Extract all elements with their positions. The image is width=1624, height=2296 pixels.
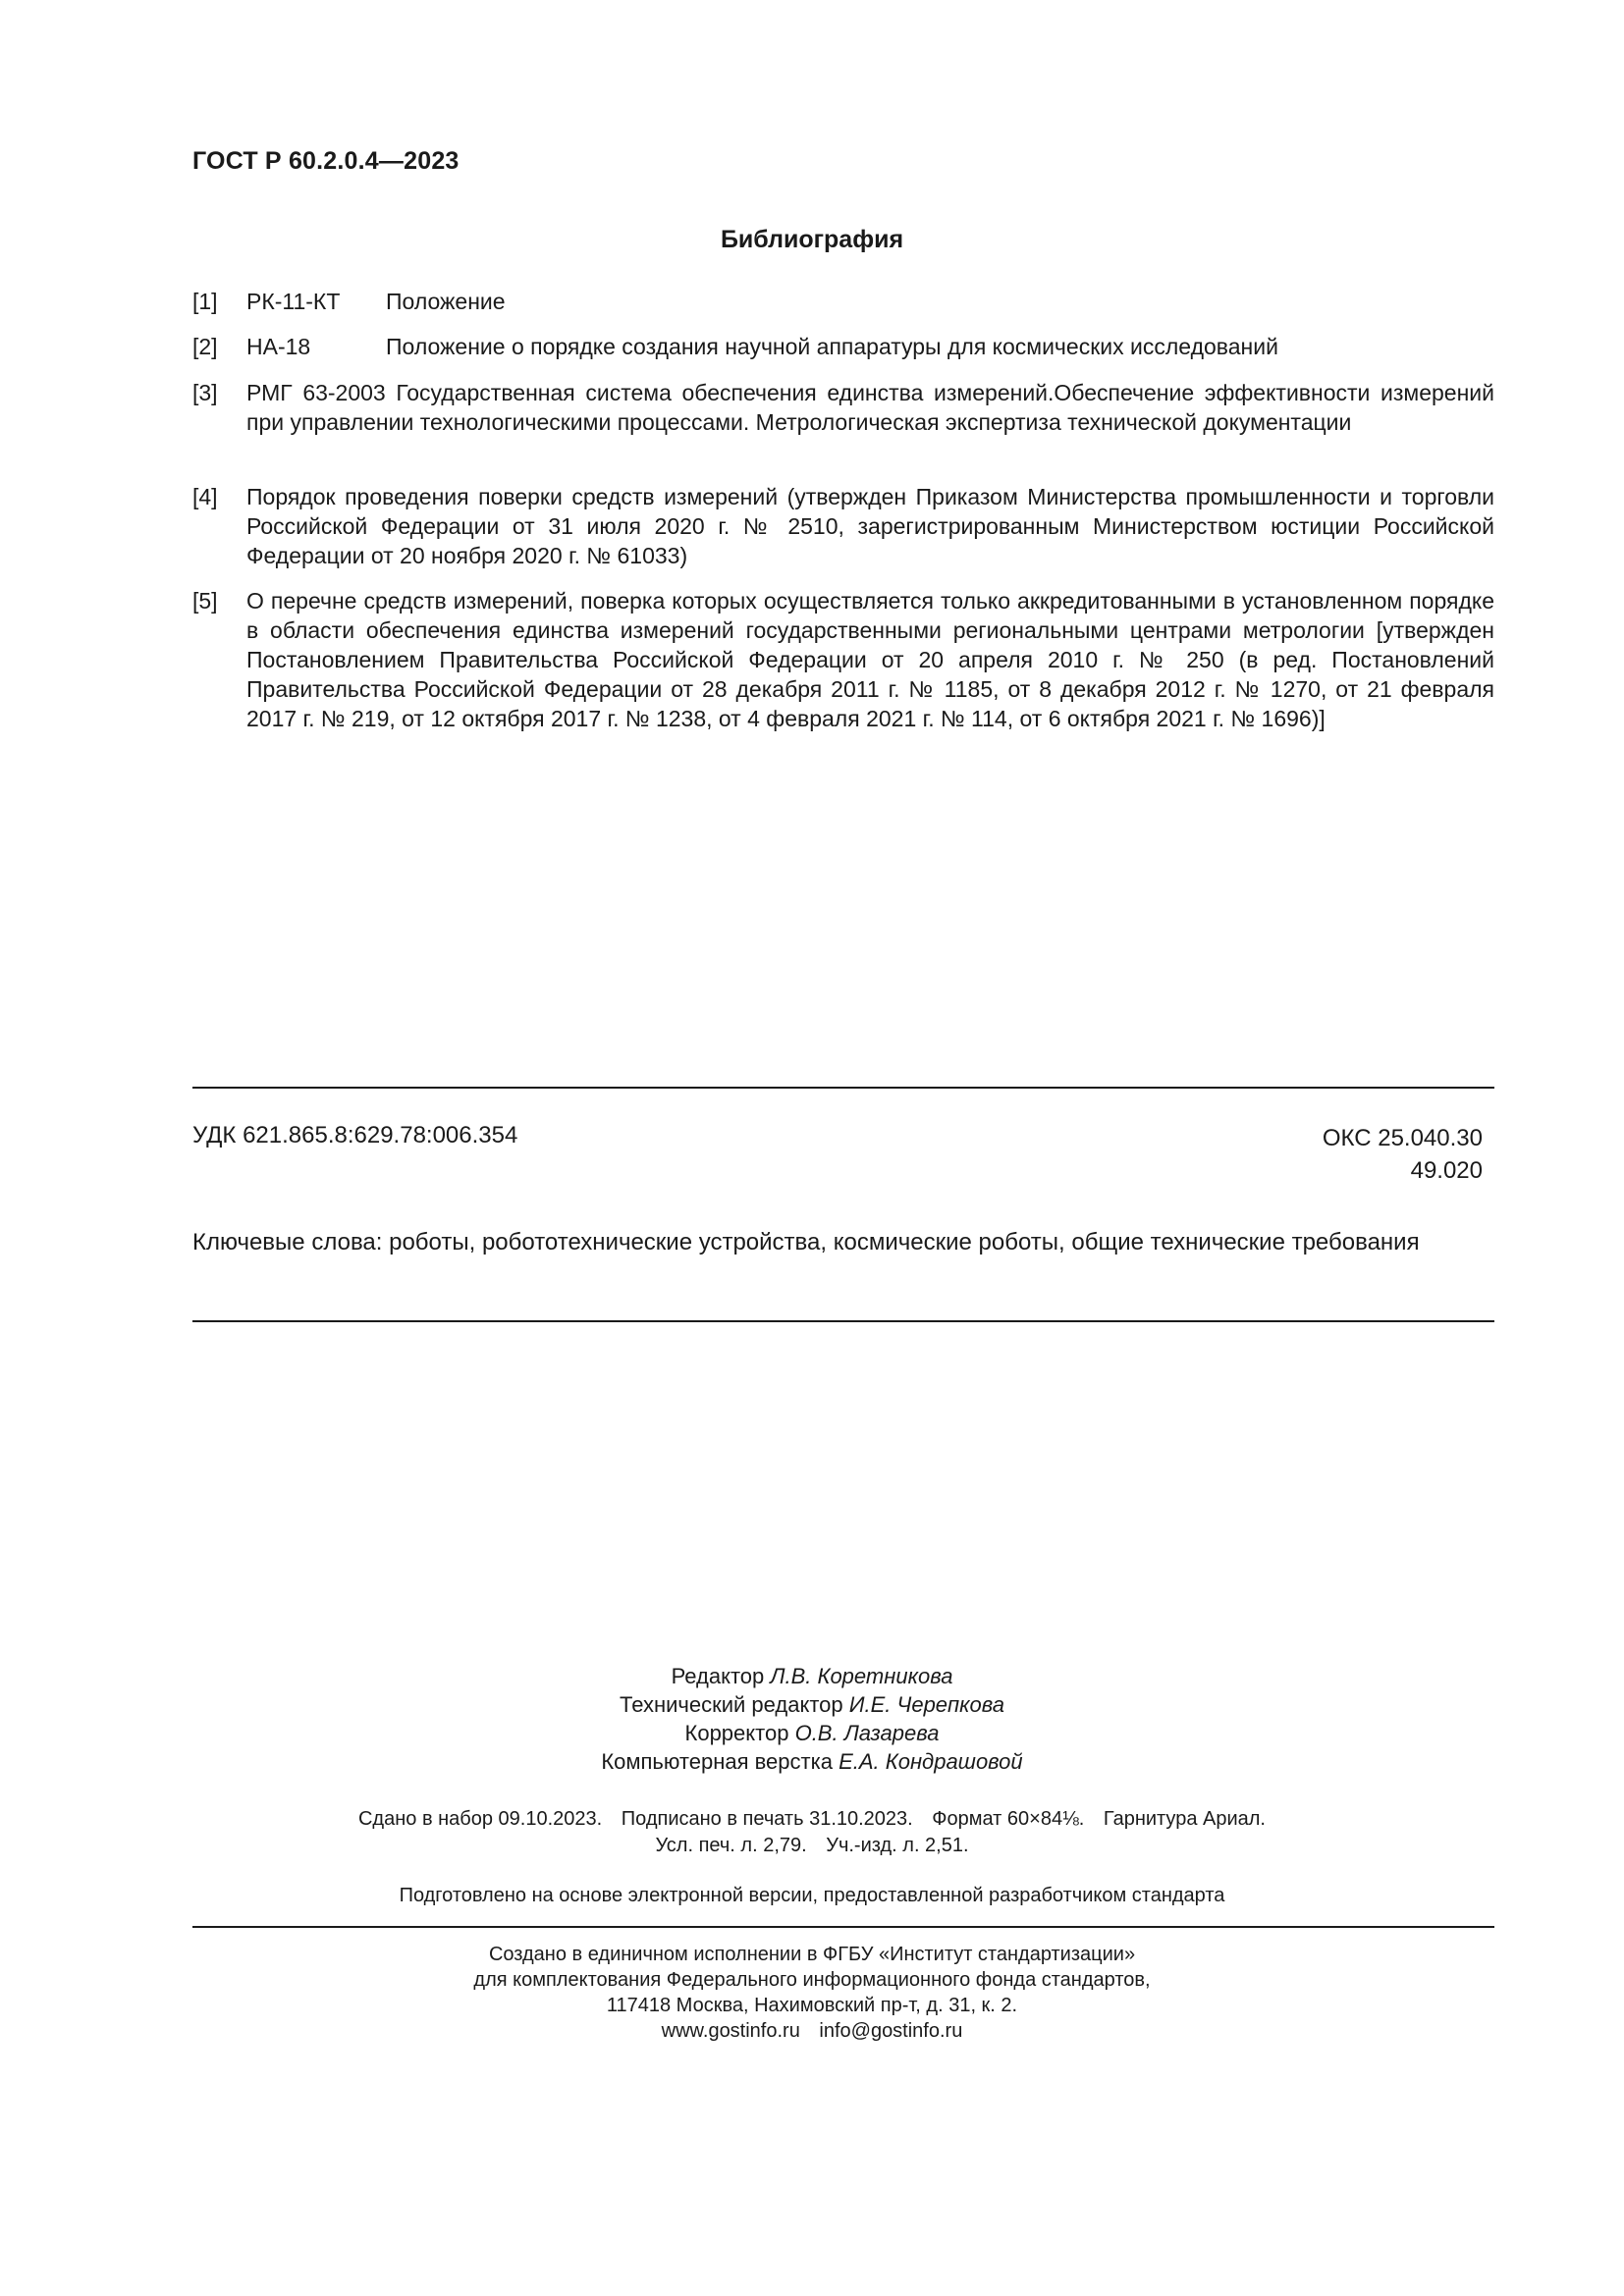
editorial-credits	[0, 1662, 1624, 1776]
bibliography-item	[192, 332, 1494, 361]
credit-tech-editor-label: Технический редактор	[620, 1692, 843, 1717]
bibliography-item-text: Порядок проведения поверки средств измерений (утвержден Приказом Министерства промышленности и торговли Российской Федерации от 31 июля 2020 г. № 2510, зарегистрированным Министерством юстиции Российской Федерации от 20 ноября 2020 г. № 61033)	[246, 484, 1494, 568]
bibliography-item	[192, 378, 1494, 437]
bibliography-title: Библиография	[720, 226, 904, 253]
bibliography-item-text: Положение	[386, 289, 506, 314]
credit-layout-label: Компьютерная верстка	[601, 1749, 833, 1774]
credit-tech-editor	[0, 1690, 1624, 1719]
credit-editor-label: Редактор	[671, 1664, 765, 1688]
divider-bottom	[192, 1926, 1494, 1928]
bibliography-item-number: [3]	[192, 380, 218, 405]
oks-codes	[1323, 1122, 1483, 1187]
bibliography-item	[192, 482, 1494, 570]
publisher-info	[0, 1942, 1624, 2044]
keywords: Ключевые слова: роботы, робототехнические устройства, космические роботы, общие технические требования	[192, 1229, 1420, 1255]
publisher-line2: для комплектования Федерального информационного фонда стандартов,	[473, 1969, 1151, 1991]
bibliography-item-number: [1]	[192, 289, 218, 314]
divider-top	[192, 1087, 1494, 1089]
credit-layout	[0, 1747, 1624, 1776]
credit-corrector	[0, 1719, 1624, 1747]
publisher-address: 117418 Москва, Нахимовский пр-т, д. 31, к. 2.	[606, 1995, 1018, 2016]
print-sheets: Усл. печ. л. 2,79.	[655, 1835, 807, 1856]
bibliography-item	[192, 586, 1494, 733]
print-info-line2	[0, 1833, 1624, 1859]
credit-editor	[0, 1662, 1624, 1690]
publisher-website[interactable]: www.gostinfo.ru	[661, 2020, 800, 2042]
bibliography-item-number: [5]	[192, 588, 218, 614]
oks-code-primary: ОКС 25.040.30	[1322, 1125, 1483, 1151]
bibliography-item-code: РК-11-КТ	[246, 289, 341, 314]
oks-code-secondary: 49.020	[1410, 1157, 1483, 1184]
divider-middle	[192, 1320, 1494, 1322]
bibliography-item-code: НА-18	[246, 334, 311, 359]
bibliography-item-text: О перечне средств измерений, поверка которых осуществляется только аккредитованными в установленном порядке в области обеспечения единства измерений государственными региональными центрами метрологии [утвержден Постановлением Правительства Российской Федерации от 20 апреля 2010 г. № 250 (в ред. Постановлений Правительства Российской Федерации от 28 декабря 2011 г. № 1185, от 8 декабря 2012 г. № 1270, от 21 февраля 2017 г. № 219, от 12 октября 2017 г. № 1238, от 4 февраля 2021 г. № 114, от 6 октября 2021 г. № 1696)]	[246, 588, 1494, 731]
bibliography-item-text: РМГ 63-2003 Государственная система обеспечения единства измерений.Обеспечение эффективности измерений при управлении технологическими процессами. Метрологическая экспертиза технической документации	[246, 380, 1494, 435]
bibliography-item-text: Положение о порядке создания научной аппаратуры для космических исследований	[386, 334, 1278, 359]
credit-tech-editor-name: И.Е. Черепкова	[848, 1692, 1004, 1717]
publication-sheets: Уч.-изд. л. 2,51.	[826, 1835, 969, 1856]
credit-layout-name: Е.А. Кондрашовой	[839, 1749, 1023, 1774]
print-typeface: Гарнитура Ариал.	[1103, 1808, 1266, 1830]
udk-code: УДК 621.865.8:629.78:006.354	[192, 1122, 518, 1148]
bibliography-item-number: [2]	[192, 334, 218, 359]
prepared-note: Подготовлено на основе электронной версии, предоставленной разработчиком стандарта	[399, 1885, 1225, 1906]
document-code: ГОСТ Р 60.2.0.4—2023	[192, 147, 460, 175]
credit-editor-name: Л.В. Коретникова	[770, 1664, 953, 1688]
credit-corrector-label: Корректор	[684, 1721, 789, 1745]
print-info	[0, 1806, 1624, 1859]
publisher-contacts	[0, 2018, 1624, 2044]
print-info-line1	[0, 1806, 1624, 1833]
credit-corrector-name: О.В. Лазарева	[794, 1721, 940, 1745]
publisher-email[interactable]: info@gostinfo.ru	[819, 2020, 963, 2042]
print-format: Формат 60×84⅛.	[932, 1808, 1085, 1830]
bibliography-item	[192, 287, 1494, 316]
bibliography-item-number: [4]	[192, 484, 218, 509]
print-signed: Подписано в печать 31.10.2023.	[621, 1808, 913, 1830]
print-submitted: Сдано в набор 09.10.2023.	[357, 1808, 603, 1830]
publisher-line1: Создано в единичном исполнении в ФГБУ «Институт стандартизации»	[488, 1944, 1136, 1965]
